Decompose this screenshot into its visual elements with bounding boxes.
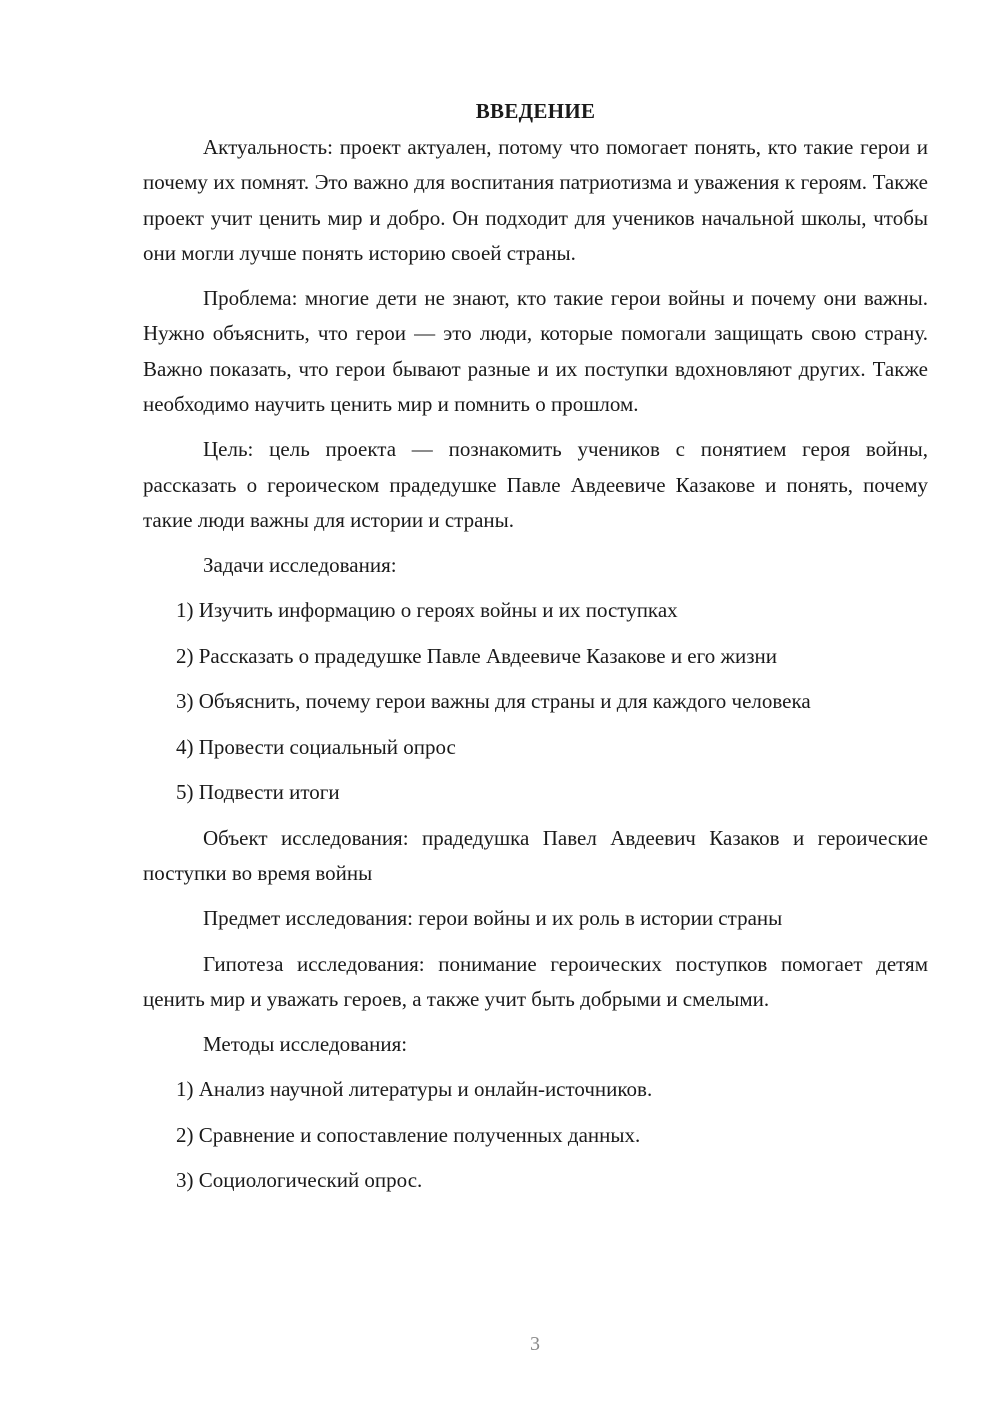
task-item: 4) Провести социальный опрос (176, 734, 456, 759)
relevance-paragraph: Актуальность: проект актуален, потому что помогает понять, кто такие герои и почему их помнят. Это важно для воспитания патриотизма и уважения к героям. Также проект учит ценить мир и добро. Он подходит для учеников начальной школы, чтобы они могли лучше понять историю своей страны. (143, 135, 928, 265)
method-item: 1) Анализ научной литературы и онлайн-источников. (176, 1077, 653, 1102)
section-title: ВВЕДЕНИЕ (475, 99, 596, 123)
method-item: 3) Социологический опрос. (176, 1168, 423, 1193)
page-number: 3 (530, 1333, 540, 1355)
hypothesis-paragraph: Гипотеза исследования: понимание героических поступков помогает детям ценить мир и уважать героев, а также учит быть добрыми и смелыми. (143, 951, 928, 1011)
problem-paragraph: Проблема: многие дети не знают, кто такие герои войны и почему они важны. Нужно объяснить, что герои — это люди, которые помогали защищать свою страну. Важно показать, что герои бывают разные и их поступки вдохновляют других. Также необходимо научить ценить мир и помнить о прошлом. (143, 286, 928, 417)
task-item: 5) Подвести итоги (176, 780, 340, 805)
methods-heading: Методы исследования: (203, 1032, 408, 1057)
object-paragraph: Объект исследования: прадедушка Павел Авдеевич Казаков и героические поступки во время войны (143, 825, 928, 886)
task-item: 3) Объяснить, почему герои важны для страны и для каждого человека (176, 689, 811, 714)
task-item: 1) Изучить информацию о героях войны и их поступках (176, 598, 678, 623)
goal-paragraph: Цель: цель проекта — познакомить учеников с понятием героя войны, рассказать о героическом прадедушке Павле Авдеевиче Казакове и понять, почему такие люди важны для истории и страны. (143, 437, 928, 532)
method-item: 2) Сравнение и сопоставление полученных данных. (176, 1122, 641, 1147)
page-content (143, 96, 928, 1209)
tasks-heading: Задачи исследования: (203, 553, 397, 578)
task-item: 2) Рассказать о прадедушке Павле Авдеевиче Казакове и его жизни (176, 643, 777, 668)
subject-paragraph: Предмет исследования: герои войны и их роль в истории страны (203, 906, 783, 931)
